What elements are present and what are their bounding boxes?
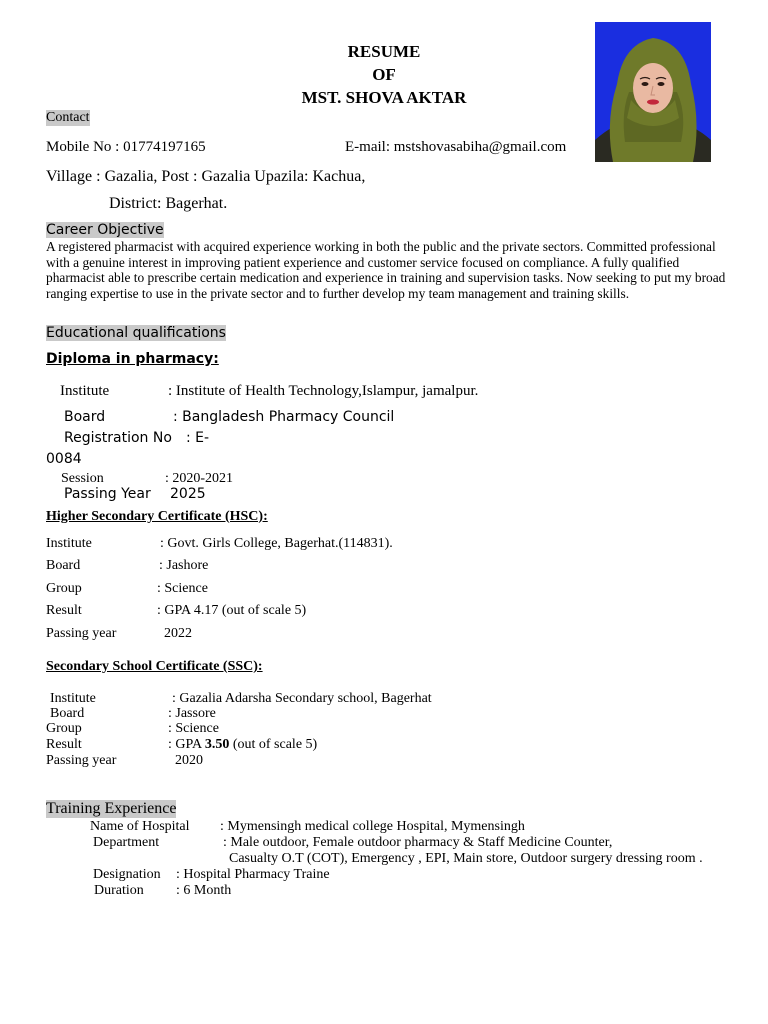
ssc-gpa: 3.50 xyxy=(204,737,230,752)
training-duration-value: : 6 Month xyxy=(176,883,232,898)
ssc-group-value: : Science xyxy=(168,721,219,736)
contact-heading: Contact xyxy=(46,110,90,125)
address-line-2: District: Bagerhat. xyxy=(109,195,228,212)
hsc-row-label: Result xyxy=(46,603,82,618)
training-heading: Training Experience xyxy=(46,800,177,817)
diploma-board-label: Board xyxy=(64,409,106,425)
diploma-board-value: : Bangladesh Pharmacy Council xyxy=(173,409,395,425)
diploma-registration-value-cont: 0084 xyxy=(46,451,82,467)
profile-photo xyxy=(595,22,711,162)
training-hospital-label: Name of Hospital xyxy=(90,819,190,834)
hsc-row-label: Institute xyxy=(46,536,92,551)
ssc-board-value: : Jassore xyxy=(168,706,216,721)
career-objective-heading: Career Objective xyxy=(46,222,164,238)
ssc-group-label: Group xyxy=(46,721,82,736)
diploma-passing-label: Passing Year xyxy=(64,486,151,502)
training-hospital-value: : Mymensingh medical college Hospital, Mymensingh xyxy=(220,819,525,834)
address-line-1: Village : Gazalia, Post : Gazalia Upazila: Kachua, xyxy=(46,168,366,185)
career-objective-text: A registered pharmacist with acquired experience working in both the public and the private sectors. Committed professional with a genuine interest in improving patient experience and customer service focused on compliance. A fully qualified pharmacist able to prescribe certain medication and experience in training and supervision tasks. Now seeking to put my broad ranging expertise to use in the private sector and to further develop my team management and training skills. xyxy=(46,239,726,301)
email-address: E-mail: mstshovasabiha@gmail.com xyxy=(345,139,567,155)
ssc-institute-label: Institute xyxy=(50,691,96,706)
diploma-session-value: : 2020-2021 xyxy=(165,471,234,486)
diploma-institute-value: : Institute of Health Technology,Islampur, jamalpur. xyxy=(168,383,479,399)
diploma-passing-value: 2025 xyxy=(170,486,206,502)
ssc-title: Secondary School Certificate (SSC): xyxy=(46,659,263,674)
hsc-row-value: : Jashore xyxy=(159,558,209,573)
ssc-result-suffix: (out of scale 5) xyxy=(229,737,318,752)
resume-of: OF xyxy=(372,65,396,84)
ssc-result-value xyxy=(168,737,317,753)
training-designation-label: Designation xyxy=(93,867,161,882)
hsc-title: Higher Secondary Certificate (HSC): xyxy=(46,509,268,524)
diploma-session-label: Session xyxy=(61,471,104,486)
diploma-title: Diploma in pharmacy: xyxy=(46,351,219,367)
hsc-row-label: Group xyxy=(46,581,82,596)
hsc-row-label: Passing year xyxy=(46,626,117,641)
hsc-row-value: : Science xyxy=(157,581,208,596)
hsc-row-value: 2022 xyxy=(164,626,192,641)
ssc-result-prefix: : GPA xyxy=(168,737,205,752)
training-department-label: Department xyxy=(93,835,160,850)
applicant-name: MST. SHOVA AKTAR xyxy=(301,88,467,107)
diploma-institute-label: Institute xyxy=(60,383,110,399)
ssc-board-label: Board xyxy=(50,706,85,721)
resume-title: RESUME xyxy=(347,42,421,61)
ssc-result-label: Result xyxy=(46,737,82,752)
mobile-number: Mobile No : 01774197165 xyxy=(46,139,206,155)
training-designation-value: : Hospital Pharmacy Traine xyxy=(176,867,330,882)
ssc-passing-label: Passing year xyxy=(46,753,117,768)
diploma-registration-value: : E- xyxy=(186,430,210,446)
hsc-row-label: Board xyxy=(46,558,81,573)
hsc-row-value: : Govt. Girls College, Bagerhat.(114831). xyxy=(160,536,393,551)
portrait-illustration xyxy=(595,22,711,162)
training-duration-label: Duration xyxy=(94,883,144,898)
hsc-row-value: : GPA 4.17 (out of scale 5) xyxy=(157,603,307,618)
diploma-registration-label: Registration No xyxy=(64,430,172,446)
training-department-value: : Male outdoor, Female outdoor pharmacy & Staff Medicine Counter, xyxy=(223,835,613,850)
education-heading: Educational qualifications xyxy=(46,325,226,341)
training-department-value-cont: Casualty O.T (COT), Emergency , EPI, Main store, Outdoor surgery dressing room . xyxy=(229,851,703,866)
ssc-passing-value: 2020 xyxy=(175,753,203,768)
ssc-institute-value: : Gazalia Adarsha Secondary school, Bagerhat xyxy=(172,691,432,706)
